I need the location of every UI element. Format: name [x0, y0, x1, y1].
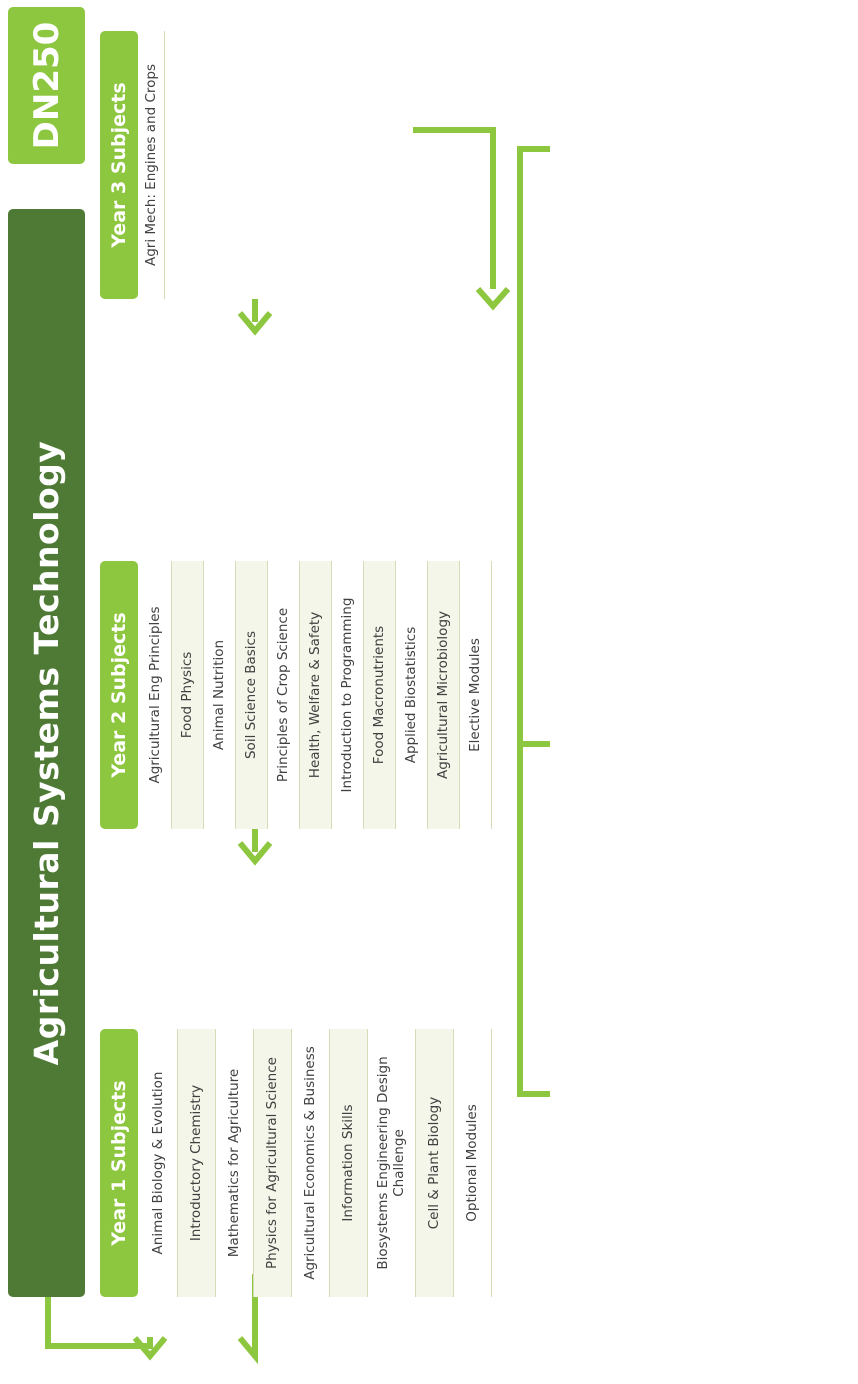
connector-year4-degree-arrowhead [478, 289, 508, 306]
list-item-label: Physics for Agricultural Science [263, 1057, 280, 1269]
connector-year1-year2-arrowhead [240, 1338, 255, 1356]
list-item-label: Animal Nutrition [210, 639, 227, 751]
list-item [140, 561, 172, 829]
course-code: DN250 [26, 21, 67, 150]
code-badge [8, 7, 85, 164]
year2-heading: Year 2 Subjects [107, 612, 130, 778]
year3-header [100, 31, 138, 299]
list-item-label: Elective Modules [466, 638, 483, 752]
list-item [368, 1029, 416, 1297]
year3-list [140, 31, 165, 299]
title-bar [8, 209, 85, 1297]
list-item [416, 1029, 454, 1297]
list-item-label: Introductory Chemistry [187, 1084, 204, 1242]
list-item [216, 1029, 254, 1297]
year2-header [100, 561, 138, 829]
list-item-label: Applied Biostatistics [402, 626, 419, 764]
list-item-label: Food Physics [178, 651, 195, 739]
list-item [236, 561, 268, 829]
list-item-label: Cell & Plant Biology [425, 1096, 442, 1230]
list-item-label: Health, Welfare & Safety [306, 611, 323, 779]
list-item [364, 561, 396, 829]
list-item-label: Introduction to Programming [338, 597, 355, 793]
list-item [460, 561, 492, 829]
year3-heading: Year 3 Subjects [107, 82, 130, 248]
list-item-label: Food Macronutrients [370, 625, 387, 765]
connector-graduate [520, 149, 550, 1094]
list-item-label: Principles of Crop Science [274, 607, 291, 783]
list-item [254, 1029, 292, 1297]
page-title: Agricultural Systems Technology [27, 440, 66, 1066]
list-item [332, 561, 364, 829]
list-item-label: Information Skills [339, 1104, 356, 1222]
list-item [428, 561, 460, 829]
list-item [140, 31, 165, 299]
list-item [140, 1029, 178, 1297]
year2-list [140, 561, 492, 829]
list-item [300, 561, 332, 829]
list-item [292, 1029, 330, 1297]
list-item-label: Biosystems Engineering Design Challenge [374, 1056, 407, 1270]
list-item-label: Agricultural Microbiology [434, 610, 451, 780]
list-item [268, 561, 300, 829]
connector-year4-degree [413, 130, 493, 289]
year1-heading: Year 1 Subjects [107, 1080, 130, 1246]
list-item [454, 1029, 492, 1297]
list-item-label: Animal Biology & Evolution [149, 1071, 166, 1255]
list-item-label: Agricultural Eng Principles [146, 606, 163, 784]
list-item-label: Agri Mech: Engines and Crops [143, 64, 160, 266]
year1-header [100, 1029, 138, 1297]
list-item-label: Agricultural Economics & Business [301, 1046, 318, 1280]
list-item-label: Mathematics for Agriculture [225, 1068, 242, 1258]
list-item [204, 561, 236, 829]
list-item [396, 561, 428, 829]
year1-list [140, 1029, 492, 1297]
list-item [330, 1029, 368, 1297]
list-item [178, 1029, 216, 1297]
list-item-label: Soil Science Basics [242, 630, 259, 760]
list-item [172, 561, 204, 829]
list-item-label: Optional Modules [463, 1104, 480, 1222]
